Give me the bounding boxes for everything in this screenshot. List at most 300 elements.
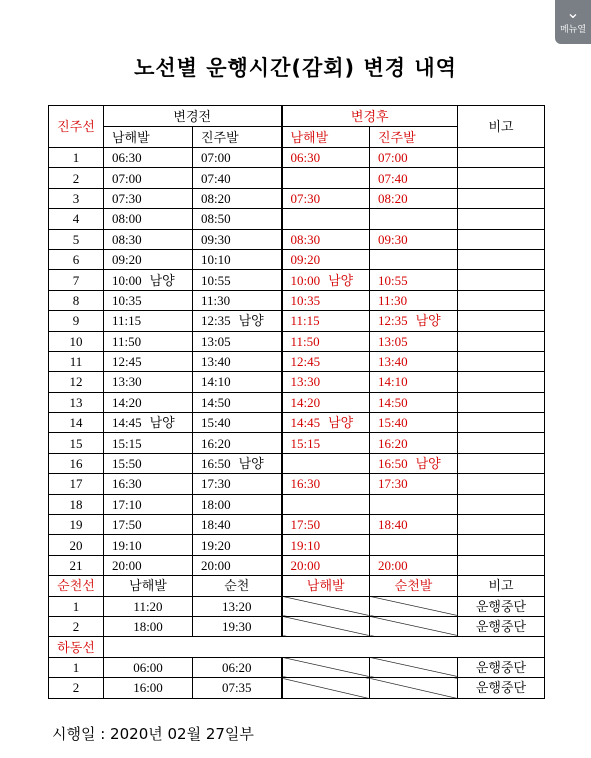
note-cell-time: 운행중단 [475, 598, 527, 614]
before-jinju-cell-time: 14:50 [201, 394, 231, 410]
before-jinju-cell [193, 515, 282, 535]
before-namhae-cell [104, 290, 193, 310]
table-row [49, 209, 545, 229]
note-cell [458, 433, 545, 453]
row-number-time: 1 [72, 150, 80, 166]
before-jinju-cell-time: 16:20 [201, 435, 231, 451]
before-jinju-cell [193, 209, 282, 229]
after-namhae-cell-via: 남양 [328, 415, 354, 431]
before-jinju-cell-time: 10:10 [201, 252, 231, 268]
before-namhae-cell [104, 229, 193, 249]
before-jinju-cell [193, 555, 282, 575]
before-jinju-cell-time: 13:05 [201, 333, 231, 349]
table-row [49, 433, 545, 453]
before-namhae-cell [104, 209, 193, 229]
after-namhae-cell-time: 14:20 [290, 394, 321, 410]
before-dest-cell-time: 19:30 [221, 619, 252, 635]
row-number [49, 392, 104, 412]
after-jinju-cell-time: 16:50 [378, 456, 408, 472]
before-namhae-cell-via: 남양 [149, 415, 175, 431]
before-namhae-cell-time: 11:50 [112, 333, 142, 349]
row-number-time: 17 [69, 476, 83, 492]
after-jinju-cell [370, 555, 458, 575]
row-number [49, 168, 104, 188]
table-row [49, 392, 545, 412]
after-namhae-cell [282, 433, 370, 453]
before-jinju-cell-time: 09:30 [201, 231, 231, 247]
after-namhae-cell [282, 311, 370, 331]
note-cell [458, 474, 545, 494]
note-cell [458, 148, 545, 168]
after-namhae-cell-time: 19:10 [290, 537, 321, 553]
row-number [49, 433, 104, 453]
note-cell [458, 453, 545, 473]
note-cell [458, 678, 545, 698]
note-cell [458, 168, 545, 188]
table-row [49, 515, 545, 535]
table-row [49, 596, 545, 616]
before-dest-cell [193, 596, 282, 616]
before-jinju-cell-time: 19:20 [201, 537, 231, 553]
table-row [49, 229, 545, 249]
row-number-time: 13 [69, 394, 83, 410]
row-number [49, 413, 104, 433]
before-namhae-cell [104, 351, 193, 371]
row-number [49, 657, 104, 677]
route-label-suncheon-time: 순천선 [57, 578, 95, 594]
before-dest-cell-time: 07:35 [221, 680, 252, 696]
after-jinju-cell-via: 남양 [415, 456, 441, 472]
before-jinju-cell [193, 433, 282, 453]
before-namhae-cell-time: 10:00 [112, 272, 142, 288]
after-jinju-cell-time: 17:30 [378, 476, 408, 492]
after-jinju-cell [370, 372, 458, 392]
suncheon-before-suncheon-header [193, 576, 282, 596]
after-namhae-cell-time: 07:30 [290, 190, 321, 206]
after-namhae-cell-time: 14:45 [290, 415, 321, 431]
note-cell [458, 331, 545, 351]
timetable [48, 105, 545, 699]
after-jinju-cell-time: 10:55 [378, 272, 408, 288]
row-number-time: 7 [72, 272, 80, 288]
before-jinju-cell-time: 14:10 [201, 374, 231, 390]
before-jinju-cell-time: 10:55 [201, 272, 231, 288]
before-jinju-cell [193, 351, 282, 371]
note-cell [458, 351, 545, 371]
suncheon-before-namhae-header [104, 576, 193, 596]
before-jinju-cell-time: 08:50 [201, 211, 231, 227]
before-namhae-cell-time: 17:50 [112, 517, 142, 533]
before-namhae-cell-time: 19:10 [112, 537, 142, 553]
note-cell [458, 657, 545, 677]
before-namhae-cell [104, 331, 193, 351]
before-namhae-dep-header: 남해발 [104, 127, 193, 148]
before-namhae-cell-time: 06:30 [112, 150, 142, 166]
row-number-time: 18 [69, 496, 83, 512]
row-number [49, 535, 104, 555]
note-cell [458, 249, 545, 269]
after-jinju-cell [370, 148, 458, 168]
before-namhae-cell-time: 15:15 [112, 435, 142, 451]
before-namhae-cell-time: 14:45 [112, 415, 142, 431]
before-jinju-cell [193, 474, 282, 494]
hadong-header-blank [104, 637, 545, 657]
after-namhae-cell-time: 08:30 [290, 231, 321, 247]
after-namhae-cell [282, 453, 370, 473]
after-jinju-dep-header: 진주발 [370, 127, 458, 148]
before-namhae-cell-time: 11:20 [133, 598, 163, 614]
table-row [49, 372, 545, 392]
before-jinju-cell [193, 148, 282, 168]
row-number [49, 188, 104, 208]
row-number [49, 290, 104, 310]
after-namhae-cell-cancelled [282, 678, 370, 698]
note-cell [458, 535, 545, 555]
row-number-time: 5 [72, 231, 80, 247]
note-cell [458, 229, 545, 249]
table-row [49, 188, 545, 208]
before-jinju-cell-time: 18:00 [201, 496, 231, 512]
row-number [49, 515, 104, 535]
table-row [49, 474, 545, 494]
note-cell [458, 188, 545, 208]
after-namhae-cell [282, 474, 370, 494]
before-namhae-cell [104, 657, 193, 677]
before-namhae-cell-time: 16:00 [133, 680, 163, 696]
before-namhae-cell [104, 535, 193, 555]
after-dest-cell-cancelled [370, 616, 458, 636]
before-namhae-cell-time: 13:30 [112, 374, 142, 390]
after-jinju-cell [370, 474, 458, 494]
before-dest-cell-time: 13:20 [221, 598, 252, 614]
note-cell-time: 운행중단 [475, 619, 527, 635]
after-jinju-cell [370, 188, 458, 208]
after-namhae-cell-via: 남양 [328, 272, 354, 288]
before-jinju-cell-via: 남양 [238, 313, 264, 329]
row-number-time: 10 [69, 333, 83, 349]
before-namhae-cell-time: 08:00 [112, 211, 142, 227]
after-namhae-cell [282, 148, 370, 168]
after-namhae-cell [282, 392, 370, 412]
before-dest-cell-time: 06:20 [221, 659, 252, 675]
before-jinju-cell [193, 311, 282, 331]
row-number [49, 453, 104, 473]
note-cell-time: 운행중단 [475, 680, 527, 696]
before-dest-cell [193, 678, 282, 698]
hadong-header-row [49, 637, 545, 657]
row-number-time: 2 [72, 170, 80, 186]
after-namhae-cell-time: 10:35 [290, 292, 321, 308]
after-namhae-cell-time: 11:50 [290, 333, 320, 349]
row-number [49, 678, 104, 698]
before-jinju-cell [193, 453, 282, 473]
after-namhae-cell [282, 290, 370, 310]
after-namhae-cell-time: 11:15 [290, 313, 320, 329]
before-jinju-cell [193, 168, 282, 188]
after-change-header: 변경후 [282, 106, 458, 127]
after-namhae-cell [282, 413, 370, 433]
after-jinju-cell [370, 494, 458, 514]
row-number-time: 4 [72, 211, 80, 227]
before-jinju-cell-time: 15:40 [201, 415, 231, 431]
note-cell [458, 515, 545, 535]
table-row [49, 311, 545, 331]
after-namhae-cell-time: 15:15 [290, 435, 321, 451]
note-cell [458, 596, 545, 616]
after-jinju-cell [370, 209, 458, 229]
before-namhae-cell [104, 311, 193, 331]
after-namhae-cell-time: 20:00 [290, 558, 321, 573]
after-namhae-cell [282, 188, 370, 208]
before-jinju-cell [193, 290, 282, 310]
row-number-time: 21 [69, 558, 83, 573]
after-namhae-cell [282, 372, 370, 392]
row-number-time: 11 [69, 354, 83, 370]
suncheon-before-namhae-header-time: 남해발 [129, 578, 167, 594]
after-jinju-cell [370, 290, 458, 310]
before-namhae-cell [104, 249, 193, 269]
before-namhae-cell-time: 16:30 [112, 476, 142, 492]
before-jinju-cell-time: 07:00 [201, 150, 231, 166]
before-namhae-cell-time: 10:35 [112, 292, 142, 308]
after-jinju-cell-via: 남양 [415, 313, 441, 329]
after-jinju-cell-time: 20:00 [378, 558, 408, 573]
row-number-time: 9 [72, 313, 80, 329]
page-title: 노선별 운행시간(감회) 변경 내역 [134, 56, 457, 80]
after-dest-cell-cancelled [370, 657, 458, 677]
before-namhae-cell [104, 494, 193, 514]
after-namhae-cell [282, 555, 370, 575]
after-namhae-cell [282, 535, 370, 555]
row-number-time: 3 [72, 190, 80, 206]
before-namhae-cell [104, 616, 193, 636]
after-jinju-cell [370, 515, 458, 535]
before-namhae-cell [104, 555, 193, 575]
after-namhae-cell-time: 06:30 [290, 150, 321, 166]
before-jinju-cell-time: 13:40 [201, 354, 231, 370]
before-jinju-cell-time: 17:30 [201, 476, 231, 492]
after-jinju-cell [370, 351, 458, 371]
row-number [49, 249, 104, 269]
before-jinju-cell [193, 188, 282, 208]
row-number [49, 209, 104, 229]
note-cell [458, 311, 545, 331]
row-number [49, 311, 104, 331]
after-jinju-cell [370, 311, 458, 331]
after-namhae-cell-time: 17:50 [290, 517, 321, 533]
table-row [49, 494, 545, 514]
suncheon-after-namhae-header-time: 남해발 [306, 578, 345, 594]
effective-date: 시행일 : 2020년 02월 27일부 [52, 725, 254, 743]
after-jinju-cell-time: 14:50 [378, 394, 408, 410]
after-namhae-cell-time: 09:20 [290, 252, 321, 268]
before-jinju-cell [193, 392, 282, 412]
after-jinju-cell-time: 12:35 [378, 313, 408, 329]
chevron-down-icon: ⌄ [566, 3, 580, 22]
after-dest-cell-cancelled [370, 596, 458, 616]
before-namhae-cell [104, 148, 193, 168]
after-jinju-cell [370, 249, 458, 269]
before-namhae-cell [104, 678, 193, 698]
before-namhae-cell-time: 06:00 [133, 659, 163, 675]
menu-open-button[interactable] [555, 0, 591, 44]
before-jinju-cell-time: 11:30 [201, 292, 231, 308]
after-jinju-cell [370, 331, 458, 351]
before-namhae-cell [104, 188, 193, 208]
after-jinju-cell-time: 13:40 [378, 354, 408, 370]
before-namhae-cell [104, 413, 193, 433]
before-jinju-cell-time: 16:50 [201, 456, 231, 472]
after-jinju-cell [370, 229, 458, 249]
note-header: 비고 [458, 106, 545, 148]
after-namhae-dep-header: 남해발 [282, 127, 370, 148]
row-number [49, 148, 104, 168]
after-jinju-cell-time: 15:40 [378, 415, 408, 431]
suncheon-after-namhae-header [282, 576, 370, 596]
after-namhae-cell [282, 351, 370, 371]
suncheon-after-suncheon-header-time: 순천발 [394, 578, 433, 594]
after-namhae-cell [282, 515, 370, 535]
after-jinju-cell [370, 270, 458, 290]
after-jinju-cell-time: 08:20 [378, 190, 408, 206]
before-namhae-cell [104, 453, 193, 473]
table-row [49, 168, 545, 188]
before-namhae-cell [104, 392, 193, 412]
note-cell [458, 494, 545, 514]
row-number-time: 16 [69, 456, 83, 472]
after-jinju-cell [370, 433, 458, 453]
before-jinju-cell-time: 07:40 [201, 170, 231, 186]
after-jinju-cell-time: 07:00 [378, 150, 408, 166]
note-cell [458, 372, 545, 392]
table-row [49, 148, 545, 168]
after-jinju-cell [370, 168, 458, 188]
table-row [49, 678, 545, 698]
before-namhae-cell-time: 15:50 [112, 456, 142, 472]
before-namhae-cell-time: 07:30 [112, 190, 142, 206]
row-number [49, 616, 104, 636]
before-dest-cell [193, 616, 282, 636]
before-jinju-cell [193, 413, 282, 433]
table-row [49, 351, 545, 371]
after-namhae-cell [282, 229, 370, 249]
table-row [49, 413, 545, 433]
after-namhae-cell [282, 270, 370, 290]
row-number-time: 2 [72, 680, 80, 696]
after-namhae-cell-cancelled [282, 596, 370, 616]
table-row [49, 555, 545, 575]
suncheon-before-suncheon-header-time: 순천 [224, 578, 250, 594]
row-number [49, 555, 104, 575]
before-jinju-cell [193, 535, 282, 555]
after-jinju-cell-time: 16:20 [378, 435, 408, 451]
note-cell [458, 270, 545, 290]
table-row [49, 657, 545, 677]
before-jinju-cell [193, 372, 282, 392]
before-namhae-cell [104, 168, 193, 188]
after-namhae-cell [282, 249, 370, 269]
before-namhae-cell [104, 433, 193, 453]
table-row [49, 616, 545, 636]
after-jinju-cell [370, 453, 458, 473]
route-label-suncheon [49, 576, 104, 596]
row-number-time: 20 [69, 537, 83, 553]
row-number [49, 351, 104, 371]
before-namhae-cell [104, 515, 193, 535]
before-namhae-cell-time: 07:00 [112, 170, 142, 186]
route-label-hadong-time: 하동선 [57, 639, 95, 655]
after-jinju-cell-time: 11:30 [378, 292, 408, 308]
before-jinju-cell [193, 229, 282, 249]
before-namhae-cell-time: 18:00 [133, 619, 163, 635]
before-namhae-cell-via: 남양 [149, 272, 175, 288]
suncheon-after-suncheon-header [370, 576, 458, 596]
after-namhae-cell-time: 12:45 [290, 354, 321, 370]
row-number [49, 596, 104, 616]
after-namhae-cell [282, 494, 370, 514]
after-jinju-cell [370, 535, 458, 555]
table-row [49, 331, 545, 351]
before-jinju-cell-time: 12:35 [201, 313, 231, 329]
after-namhae-cell-cancelled [282, 616, 370, 636]
after-namhae-cell [282, 209, 370, 229]
before-namhae-cell [104, 474, 193, 494]
note-cell [458, 290, 545, 310]
before-namhae-cell-time: 09:20 [112, 252, 142, 268]
before-jinju-cell-time: 20:00 [201, 558, 231, 573]
after-jinju-cell-time: 09:30 [378, 231, 408, 247]
row-number [49, 270, 104, 290]
table-row [49, 249, 545, 269]
note-cell [458, 413, 545, 433]
before-dest-cell [193, 657, 282, 677]
before-jinju-dep-header: 진주발 [193, 127, 282, 148]
row-number-time: 1 [72, 659, 80, 675]
row-number-time: 8 [72, 292, 80, 308]
before-jinju-cell-time: 18:40 [201, 517, 231, 533]
row-number [49, 229, 104, 249]
route-label-hadong [49, 637, 104, 657]
suncheon-note-header-time: 비고 [488, 578, 514, 594]
menu-label: 메뉴열 [559, 25, 587, 35]
after-jinju-cell-time: 07:40 [378, 170, 408, 186]
before-jinju-cell-via: 남양 [238, 456, 264, 472]
suncheon-note-header [458, 576, 545, 596]
after-namhae-cell-time: 10:00 [290, 272, 321, 288]
before-namhae-cell [104, 372, 193, 392]
before-namhae-cell-time: 20:00 [112, 558, 142, 573]
after-jinju-cell [370, 413, 458, 433]
note-cell [458, 616, 545, 636]
row-number-time: 15 [69, 435, 83, 451]
before-jinju-cell-time: 08:20 [201, 190, 231, 206]
table-row [49, 270, 545, 290]
before-namhae-cell-time: 17:10 [112, 496, 142, 512]
before-jinju-cell [193, 270, 282, 290]
table-row [49, 453, 545, 473]
note-cell [458, 555, 545, 575]
before-namhae-cell-time: 14:20 [112, 394, 142, 410]
row-number [49, 494, 104, 514]
after-jinju-cell-time: 13:05 [378, 333, 408, 349]
before-namhae-cell-time: 11:15 [112, 313, 142, 329]
row-number-time: 12 [69, 374, 83, 390]
after-jinju-cell [370, 392, 458, 412]
row-number [49, 474, 104, 494]
after-namhae-cell-time: 13:30 [290, 374, 321, 390]
before-namhae-cell [104, 270, 193, 290]
row-number-time: 2 [72, 619, 80, 635]
